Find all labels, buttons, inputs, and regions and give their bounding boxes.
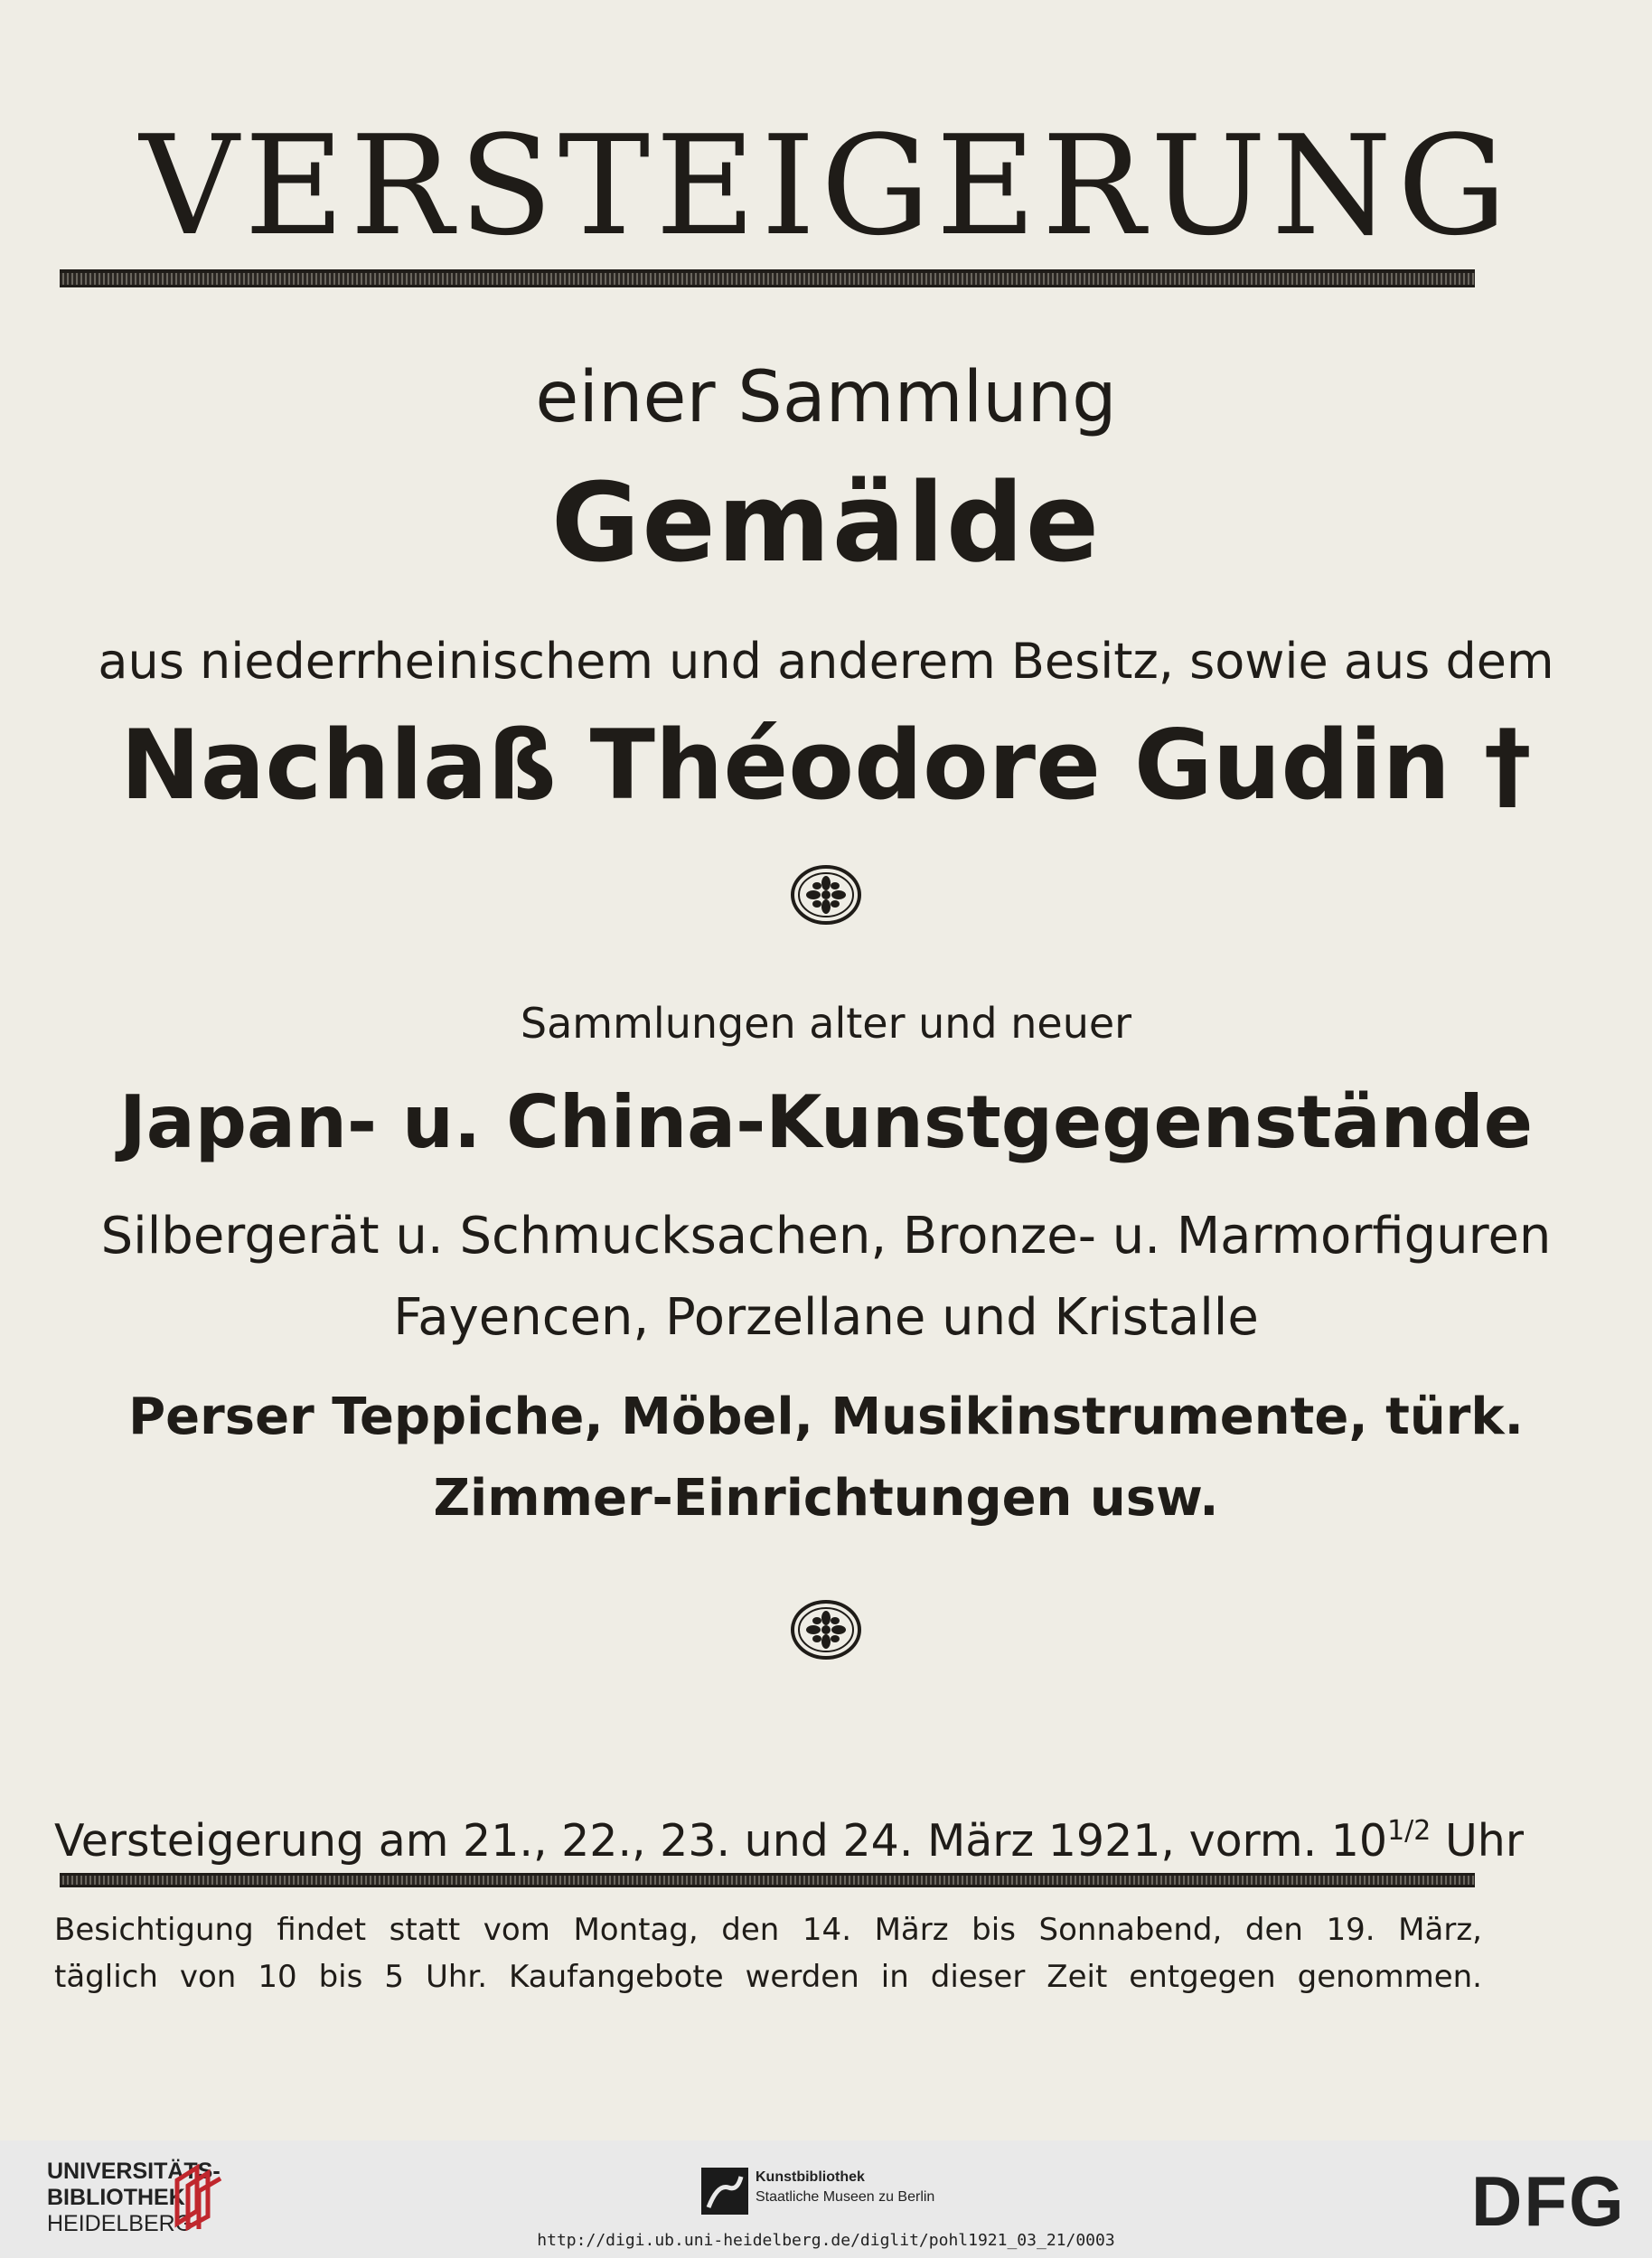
permalink-url[interactable]: http://digi.ub.uni-heidelberg.de/diglit/pohl1921_03_21/0003: [537, 2231, 1115, 2250]
line-silber: Silbergerät u. Schmucksachen, Bronze- u. Marmorfiguren: [100, 1207, 1552, 1265]
ub-line-1: UNIVERSITÄTS-: [47, 2159, 221, 2184]
heading-nachlass: Nachlaß Théodore Gudin †: [120, 710, 1532, 821]
kunstbibliothek-label[interactable]: [756, 2168, 934, 2207]
kb-line-1: Kunstbibliothek: [756, 2169, 865, 2185]
line-fayencen: Fayencen, Porzellane und Kristalle: [393, 1288, 1259, 1347]
line-sammlungen: Sammlungen alter und neuer: [520, 999, 1132, 1048]
dfg-logo[interactable]: DFG: [1471, 2161, 1626, 2241]
kunstbibliothek-logo-icon[interactable]: [701, 2168, 748, 2215]
line-perser: Perser Teppiche, Möbel, Musikinstrumente, türk.: [128, 1388, 1524, 1446]
subtitle-einer: einer Sammlung: [535, 357, 1117, 438]
line-zimmer: Zimmer-Einrichtungen usw.: [433, 1469, 1219, 1528]
flower-ornament-icon: [790, 863, 862, 927]
viewing-info-line-2: täglich von 10 bis 5 Uhr. Kaufangebote werden in dieser Zeit entgegen genommen.: [54, 1959, 1482, 1995]
ub-line-2: BIBLIOTHEK: [47, 2185, 185, 2210]
viewing-info-line-1: Besichtigung findet statt vom Montag, den 14. März bis Sonnabend, den 19. März,: [54, 1912, 1482, 1948]
kb-line-2: Staatliche Museen zu Berlin: [756, 2189, 935, 2205]
auction-time-unit: Uhr: [1444, 1815, 1525, 1867]
page-title: VERSTEIGERUNG: [139, 106, 1513, 266]
flower-ornament-icon: [790, 1598, 862, 1661]
title-rule: [60, 269, 1475, 287]
heading-gemaelde: Gemälde: [550, 461, 1102, 587]
date-rule: [60, 1873, 1475, 1887]
auction-time-fraction: 1/2: [1387, 1815, 1431, 1847]
auction-date-line: [54, 1815, 1525, 1867]
ub-heidelberg-logo-icon[interactable]: [170, 2160, 226, 2231]
heading-japan-china: Japan- u. China-Kunstgegenstände: [118, 1080, 1534, 1164]
line-provenance: aus niederrheinischem und anderem Besitz, sowie aus dem: [98, 633, 1554, 690]
ub-line-3: HEIDELBERG: [47, 2211, 193, 2236]
footer-bar: [0, 2140, 1652, 2258]
auction-date-text: Versteigerung am 21., 22., 23. und 24. März 1921, vorm. 10: [54, 1815, 1388, 1867]
